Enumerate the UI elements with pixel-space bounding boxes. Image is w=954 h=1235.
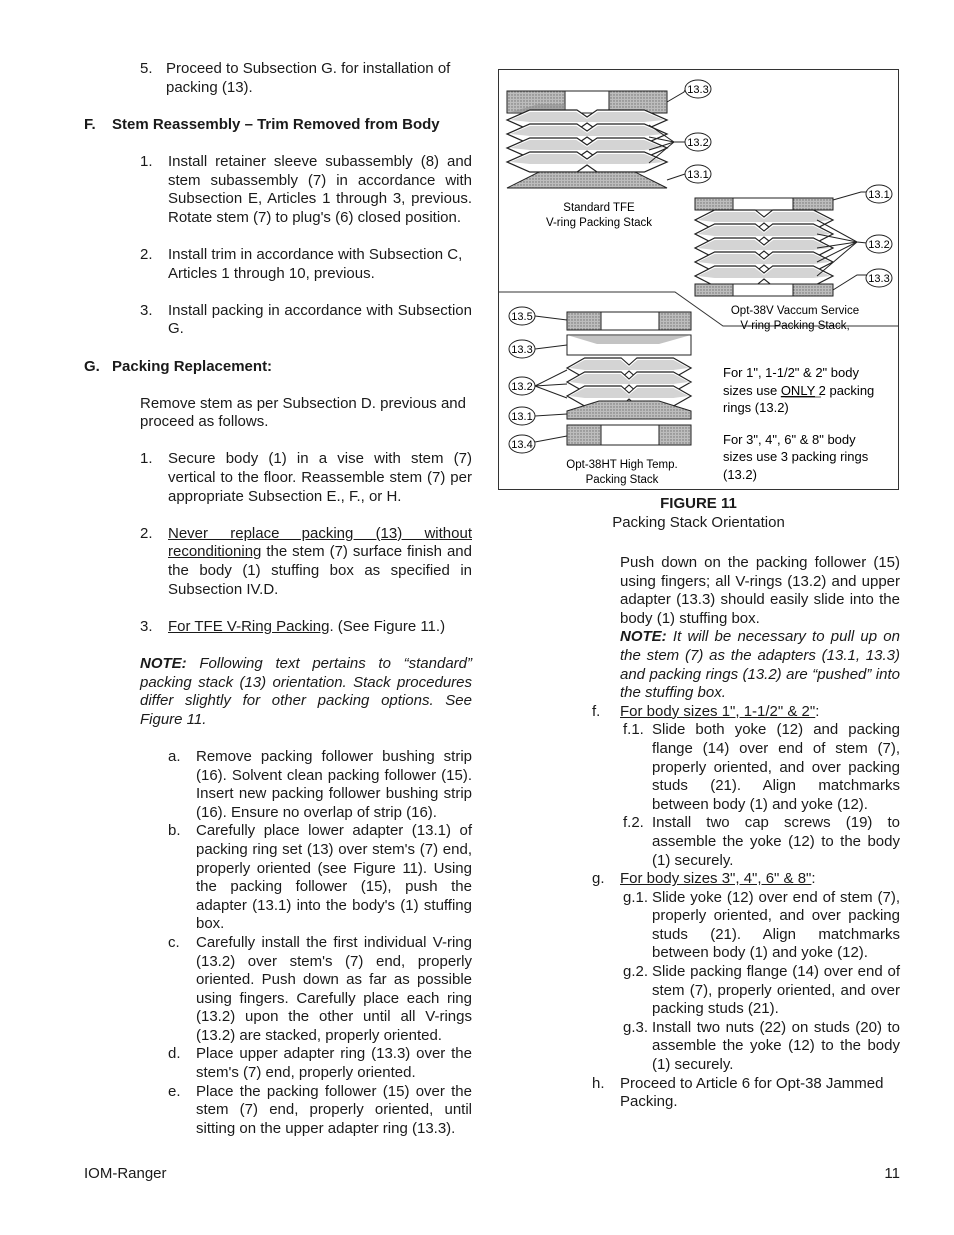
tag-13-3-c <box>509 340 535 358</box>
section-g-step-1: 1. Secure body (1) in a vise with stem (7) vertical to the floor. Reassemble stem (7) per appropriate Subsection E., F., or H. <box>140 450 472 505</box>
standard-stack <box>507 90 685 188</box>
step-g-heading: g. For body sizes 3", 4", 6" & 8": <box>592 870 816 888</box>
section-f-step-1: 1. Install retainer sleeve subassembly (8) and stem subassembly (7) in accordance with Subsection E, Articles 1 through 3, previous. Rotate stem (7) to plug's (6) closed position. <box>140 152 472 226</box>
svg-text:rings (13.2): rings (13.2) <box>723 400 789 415</box>
standard-label-2: V-ring Packing Stack <box>545 217 653 229</box>
vacuum-label-2: V-ring Packing Stack, <box>740 320 850 332</box>
tag-13-3-b <box>866 269 892 287</box>
svg-text:For 1", 1-1/2" & 2" body: For 1", 1-1/2" & 2" body <box>723 365 859 380</box>
svg-text:(13.2): (13.2) <box>723 467 757 482</box>
svg-text:13.2: 13.2 <box>511 381 533 393</box>
svg-text:sizes use 3 packing rings: sizes use 3 packing rings <box>723 449 869 464</box>
step-5: 5. Proceed to Subsection G. for installation of packing (13). <box>84 60 472 97</box>
step-g-2: g.2. Slide packing flange (14) over end of stem (7), properly oriented, and over packing studs (21). <box>623 963 900 1018</box>
packing-stack-diagram <box>499 70 898 489</box>
tag-13-2-a <box>685 133 711 151</box>
tag-13-1-b <box>866 185 892 203</box>
svg-text:13.5: 13.5 <box>511 311 533 323</box>
figure-title: FIGURE 11 <box>660 495 737 512</box>
svg-text:13.2: 13.2 <box>868 239 890 251</box>
continued-step-e: Push down on the packing follower (15) using fingers; all V-rings (13.2) and upper adapter (13.3) should easily slide into the body (1) stuffing box. NOTE: It will be necessary to pull up on the stem (7) as the adapters (13.1, 13.3) and packing rings (13.2) are “pushed” into the stuffing box. <box>620 554 900 702</box>
page-number: 11 <box>884 1165 900 1182</box>
figure-11-frame <box>498 69 899 490</box>
svg-text:13.1: 13.1 <box>868 189 890 201</box>
section-g-step-2: 2. Never replace packing (13) without reconditioning the stem (7) surface finish and the body (1) stuffing box as specified in Subsection IV.D. <box>140 524 472 598</box>
step-h: h. Proceed to Article 6 for Opt-38 Jammed Packing. <box>592 1074 884 1111</box>
section-f-step-3: 3. Install packing in accordance with Subsection G. <box>140 301 472 338</box>
tag-13-3-a <box>685 80 711 98</box>
footer-doc-name: IOM-Ranger <box>84 1165 167 1182</box>
step-f-2: f.2. Install two cap screws (19) to assemble the yoke (12) to the body (1) securely. <box>623 814 900 869</box>
sub-step-a: a. Remove packing follower bushing strip (16). Solvent clean packing follower (15). Insert new packing follower bushing strip (16). Ensure no overlap of strip (16). <box>168 747 472 821</box>
ring-count-note-1 <box>723 365 874 415</box>
left-column <box>84 60 472 1138</box>
section-g-heading: G. Packing Replacement: <box>84 357 273 375</box>
sub-step-b: b. Carefully place lower adapter (13.1) of packing ring set (13) over stem's (7) end, properly oriented (see Figure 11). Using the packing follower (15), push the adapter (13.1) into the body's (1) stuffing box. <box>168 822 472 933</box>
ring-count-note-2 <box>723 432 869 482</box>
vacuum-stack <box>695 192 867 296</box>
tag-13-4 <box>509 435 535 453</box>
sub-step-e: e. Place the packing follower (15) over the stem (7) end, properly oriented, until sitting on the upper adapter ring (13.3). <box>168 1082 472 1137</box>
svg-text:For 3", 4", 6" & 8" body: For 3", 4", 6" & 8" body <box>723 432 856 447</box>
section-g-step-3: 3. For TFE V-Ring Packing. (See Figure 11.) <box>140 617 446 635</box>
high-temp-label-2: Packing Stack <box>585 474 659 486</box>
svg-text:13.3: 13.3 <box>511 344 533 356</box>
high-temp-stack <box>535 312 691 445</box>
tag-13-2-c <box>509 377 535 395</box>
svg-text:13.1: 13.1 <box>687 169 709 181</box>
step-f-1: f.1. Slide both yoke (12) and packing flange (14) over end of stem (7), properly oriented, and over packing studs (21). Align matchmarks between body (1) and yoke (12). <box>623 721 900 813</box>
svg-text:13.3: 13.3 <box>868 273 890 285</box>
step-g-1: g.1. Slide yoke (12) over end of stem (7), properly oriented, and over packing studs (21). Align matchmarks between body (1) and yoke (12). <box>623 888 900 962</box>
sub-step-c: c. Carefully install the first individual V-ring (13.2) over stem's (7) end, properly oriented. Push down as far as possible using fingers. Carefully place each ring (13.2) upon the other until all V-rings (13.2) are stacked, properly oriented. <box>168 933 472 1044</box>
step-f-heading: f. For body sizes 1", 1-1/2" & 2": <box>592 702 820 720</box>
tag-13-1-a <box>685 165 711 183</box>
svg-text:13.1: 13.1 <box>511 411 533 423</box>
standard-label-1: Standard TFE <box>563 202 635 214</box>
high-temp-label-1: Opt-38HT High Temp. <box>566 459 678 471</box>
packing-note: NOTE: Following text pertains to “standard” packing stack (13) orientation. Stack procedures differ slightly for other packing options. See Figure 11. <box>140 655 472 728</box>
tag-13-1-c <box>509 407 535 425</box>
svg-text:sizes use ONLY 2 packing: sizes use ONLY 2 packing <box>723 383 875 398</box>
section-g-intro: Remove stem as per Subsection D. previous and proceed as follows. <box>140 394 466 431</box>
step-5-text: Proceed to Subsection G. for installation of packing (13). <box>166 60 451 96</box>
figure-subtitle: Packing Stack Orientation <box>612 514 785 531</box>
right-column <box>592 554 900 1112</box>
section-f-heading: F. Stem Reassembly – Trim Removed from Body <box>84 115 440 133</box>
svg-text:13.4: 13.4 <box>511 439 533 451</box>
svg-text:13.2: 13.2 <box>687 137 709 149</box>
svg-text:13.3: 13.3 <box>687 84 709 96</box>
vacuum-label-1: Opt-38V Vaccum Service <box>730 305 860 317</box>
tag-13-2-b <box>866 235 892 253</box>
tag-13-5 <box>509 307 535 325</box>
step-g-3: g.3. Install two nuts (22) on studs (20) to assemble the yoke (12) to the body (1) securely. <box>623 1018 900 1074</box>
sub-step-d: d. Place upper adapter ring (13.3) over the stem's (7) end, properly oriented. <box>168 1045 472 1082</box>
section-f-step-2: 2. Install trim in accordance with Subsection C, Articles 1 through 10, previous. <box>140 245 463 282</box>
